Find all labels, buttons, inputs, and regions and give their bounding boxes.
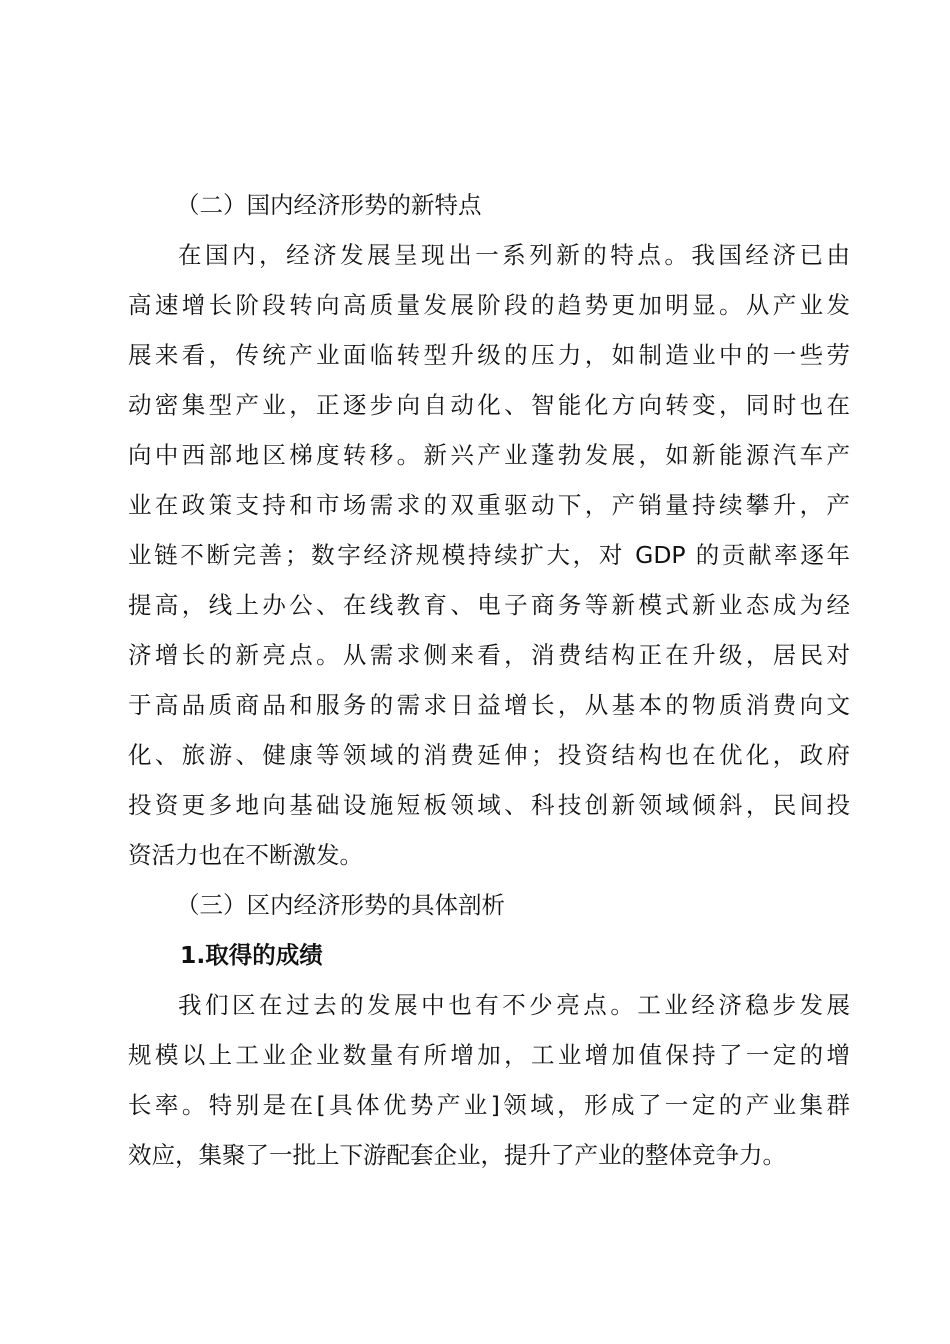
domestic-economy-line: 化、旅游、健康等领域的消费延伸；投资结构也在优化，政府 — [128, 741, 850, 769]
domestic-economy-line: 动密集型产业，正逐步向自动化、智能化方向转变，同时也在 — [128, 391, 850, 419]
achievements-line: 长率。特别是在[具体优势产业]领域，形成了一定的产业集群 — [128, 1091, 850, 1119]
domestic-economy-line: 业链不断完善；数字经济规模持续扩大，对 GDP 的贡献率逐年 — [128, 541, 850, 569]
domestic-economy-line: 展来看，传统产业面临转型升级的压力，如制造业中的一些劳 — [128, 341, 850, 369]
paragraph-achievements — [128, 980, 850, 1180]
paragraph-domestic-economy — [128, 230, 850, 880]
document-body — [128, 180, 850, 1180]
domestic-economy-line: 资活力也在不断激发。 — [128, 841, 363, 869]
domestic-economy-line: 于高品质商品和服务的需求日益增长，从基本的物质消费向文 — [128, 691, 850, 719]
domestic-economy-line: 在国内，经济发展呈现出一系列新的特点。我国经济已由 — [178, 241, 850, 269]
achievements-line: 效应，集聚了一批上下游配套企业，提升了产业的整体竞争力。 — [128, 1141, 786, 1169]
domestic-economy-line: 业在政策支持和市场需求的双重驱动下，产销量持续攀升，产 — [128, 491, 850, 519]
subsection-heading-achievements: 1.取得的成绩 — [180, 941, 323, 969]
section-heading-domestic-economy: （二）国内经济形势的新特点 — [176, 191, 482, 219]
achievements-line: 规模以上工业企业数量有所增加，工业增加值保持了一定的增 — [128, 1041, 850, 1069]
achievements-line: 我们区在过去的发展中也有不少亮点。工业经济稳步发展 — [178, 991, 850, 1019]
domestic-economy-line: 提高，线上办公、在线教育、电子商务等新模式新业态成为经 — [128, 591, 850, 619]
domestic-economy-line: 向中西部地区梯度转移。新兴产业蓬勃发展，如新能源汽车产 — [128, 441, 850, 469]
domestic-economy-line: 济增长的新亮点。从需求侧来看，消费结构正在升级，居民对 — [128, 641, 850, 669]
section-heading-regional-economy: （三）区内经济形势的具体剖析 — [176, 891, 505, 919]
domestic-economy-line: 高速增长阶段转向高质量发展阶段的趋势更加明显。从产业发 — [128, 291, 850, 319]
domestic-economy-line: 投资更多地向基础设施短板领域、科技创新领域倾斜，民间投 — [128, 791, 850, 819]
